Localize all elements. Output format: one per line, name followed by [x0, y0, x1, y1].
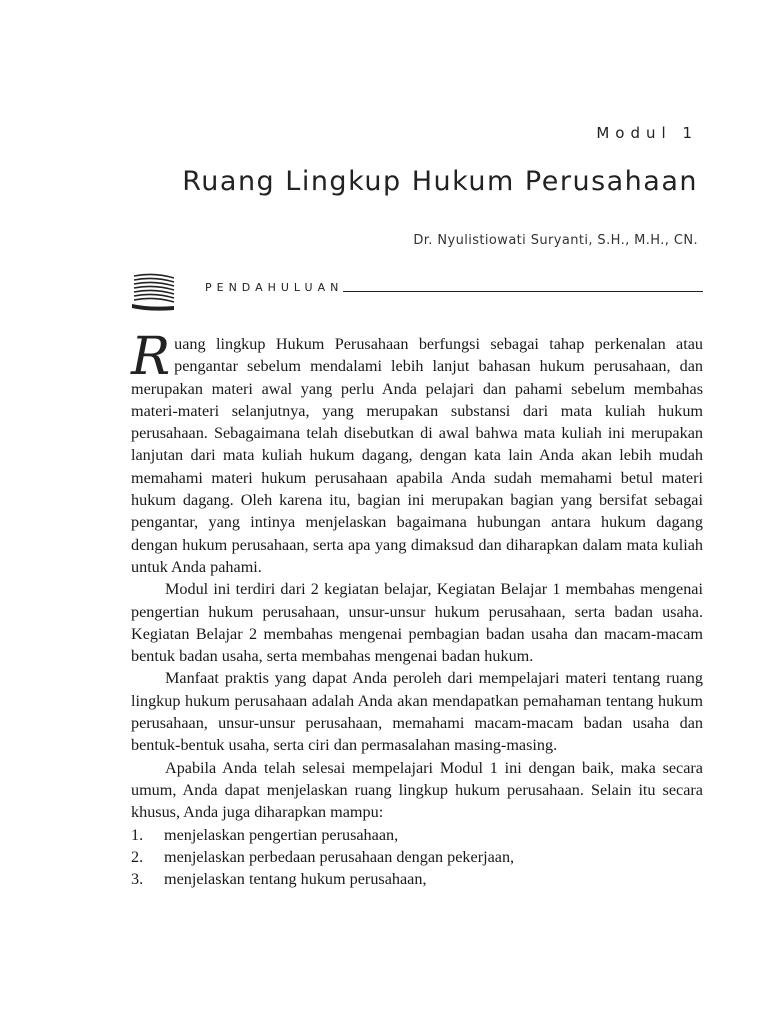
- list-item-number: 3.: [131, 870, 144, 889]
- author-name: Dr. Nyulistiowati Suryanti, S.H., M.H., CN.: [413, 233, 698, 248]
- drop-cap: R: [131, 327, 171, 387]
- open-book-icon: [130, 272, 176, 312]
- benefits-paragraph: Manfaat praktis yang dapat Anda peroleh dari mempelajari materi tentang ruang lingkup hukum perusahaan adalah Anda akan mendapatkan pemahaman tentang hukum perusahaan, unsur-unsur perusahaan, memahami macam-macam badan usaha dan bentuk-bentuk usaha, serta ciri dan permasalahan masing-masing.: [131, 669, 703, 755]
- list-item: [131, 868, 703, 890]
- section-heading-label: PENDAHULUAN: [205, 281, 344, 294]
- list-item-number: 1.: [131, 825, 144, 844]
- module-label: Modul 1: [596, 124, 698, 142]
- body-text: [131, 327, 703, 890]
- list-item-number: 2.: [131, 847, 144, 866]
- list-item: [131, 824, 703, 846]
- list-item-text: menjelaskan tentang hukum perusahaan,: [164, 870, 427, 889]
- modules-paragraph: Modul ini terdiri dari 2 kegiatan belajar, Kegiatan Belajar 1 membahas mengenai pengertian hukum perusahaan, unsur-unsur hukum perusahaan, serta badan usaha. Kegiatan Belajar 2 membahas mengenai pembagian badan usaha dan macam-macam bentuk badan usaha, serta membahas mengenai badan hukum.: [131, 580, 703, 666]
- list-item: [131, 846, 703, 868]
- objectives-intro-paragraph: Apabila Anda telah selesai mempelajari Modul 1 ini dengan baik, maka secara umum, Anda dapat menjelaskan ruang lingkup hukum perusahaan. Selain itu secara khusus, Anda juga diharapkan mampu:: [131, 758, 703, 822]
- section-heading: [205, 281, 703, 294]
- intro-paragraph: [131, 327, 703, 578]
- section-heading-rule: [343, 291, 703, 292]
- page-title: Ruang Lingkup Hukum Perusahaan: [182, 166, 698, 197]
- intro-paragraph-text: uang lingkup Hukum Perusahaan berfungsi sebagai tahap perkenalan atau pengantar sebelum mendalami lebih lanjut bahasan hukum perusahaan, dan merupakan materi awal yang perlu Anda pelajari dan pahami sebelum membahas materi-materi selanjutnya, yang merupakan substansi dari mata kuliah hukum perusahaan. Sebagaimana telah disebutkan di awal bahwa mata kuliah ini merupakan lanjutan dari mata kuliah hukum dagang, dengan kata lain Anda akan lebih mudah memahami materi hukum perusahaan apabila Anda sudah memahami betul materi hukum dagang. Oleh karena itu, bagian ini merupakan bagian yang bersifat sebagai pengantar, yang intinya menjelaskan bagaimana hubungan antara hukum dagang dengan hukum perusahaan, serta apa yang dimaksud dan diharapkan dalam mata kuliah untuk Anda pahami.: [131, 335, 703, 576]
- list-item-text: menjelaskan pengertian perusahaan,: [164, 825, 399, 844]
- list-item-text: menjelaskan perbedaan perusahaan dengan pekerjaan,: [164, 847, 515, 866]
